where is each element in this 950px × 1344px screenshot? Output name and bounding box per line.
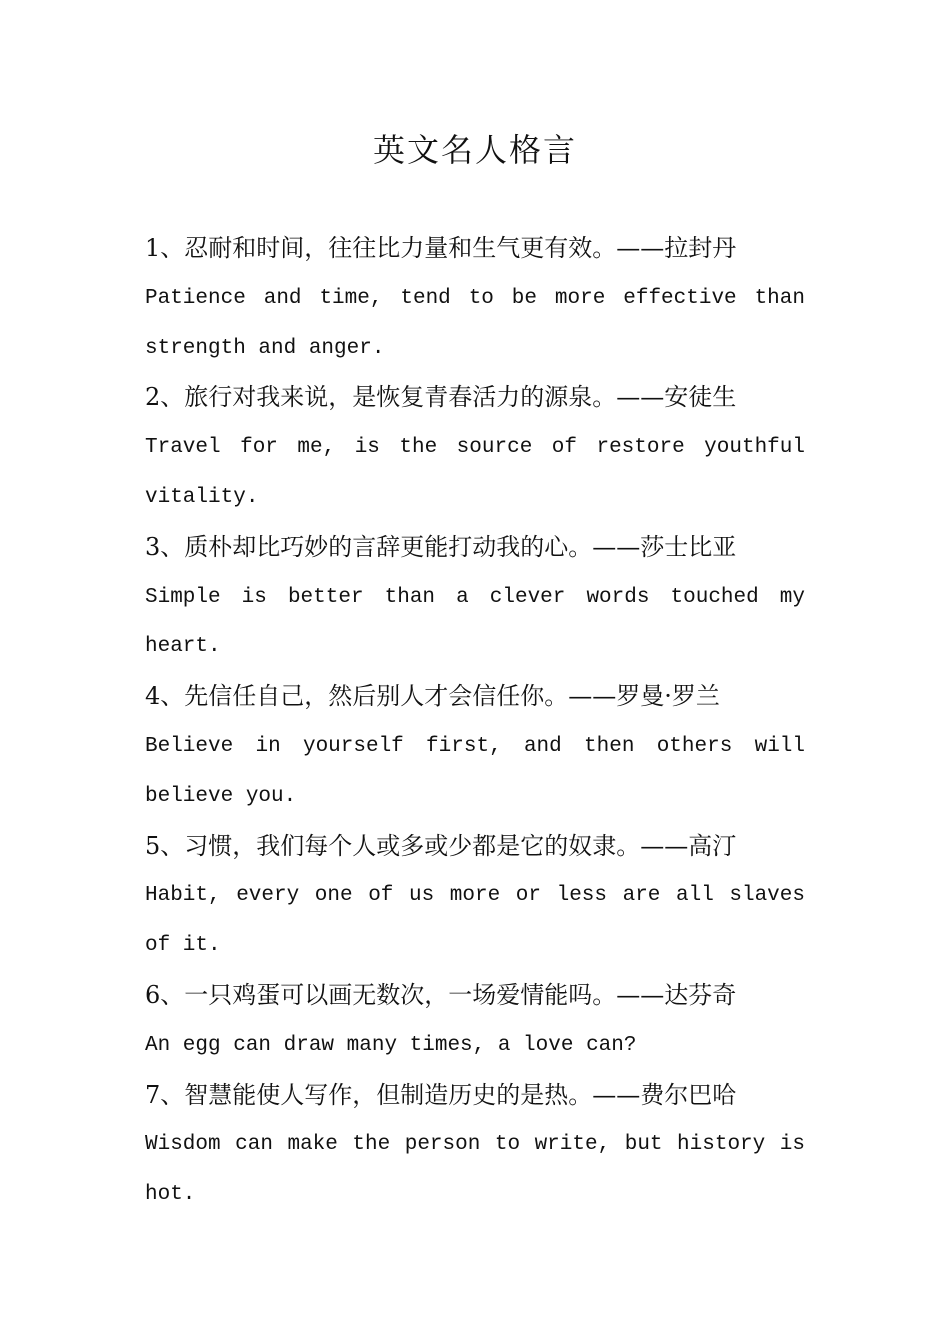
quote-3-chinese: 3、质朴却比巧妙的言辞更能打动我的心。——莎士比亚 [145,532,737,561]
quote-1-chinese: 1、忍耐和时间，往往比力量和生气更有效。——拉封丹 [145,234,737,262]
quote-5-english-line-2: of it. [145,934,221,958]
quote-4-english-line-1: Believe in yourself first, and then others will [145,734,805,758]
quote-7-english-line-2: hot. [145,1183,196,1207]
quote-4-chinese: 4、先信任自己，然后别人才会信任你。——罗曼·罗兰 [145,682,720,711]
quote-3-english-line-2: heart. [145,635,221,659]
quote-5-english-line-1: Habit, every one of us more or less are all slaves [145,884,805,908]
quote-6-english-line-1: An egg can draw many times, a love can? [145,1033,637,1057]
quote-list [145,224,805,1220]
quote-1-english-line-1: Patience and time, tend to be more effective than [145,286,805,310]
quote-7-english-line-1: Wisdom can make the person to write, but history is [145,1133,805,1157]
quote-6-chinese: 6、一只鸡蛋可以画无数次，一场爱情能吗。——达芬奇 [145,980,737,1009]
quote-2-chinese: 2、旅行对我来说，是恢复青春活力的源泉。——安徒生 [145,383,737,412]
quote-2-english-line-2: vitality. [145,485,259,509]
quote-4-english-line-2: believe you. [145,784,297,808]
quote-5-chinese: 5、习惯，我们每个人或多或少都是它的奴隶。——高汀 [145,831,737,860]
quote-1-english-line-2: strength and anger. [145,336,385,360]
document-title: 英文名人格言 [372,131,577,169]
quote-2-english-line-1: Travel for me, is the source of restore youthful [145,436,805,460]
quote-7-chinese: 7、智慧能使人写作，但制造历史的是热。——费尔巴哈 [145,1080,737,1109]
quote-3-english-line-1: Simple is better than a clever words touched my [145,585,805,609]
